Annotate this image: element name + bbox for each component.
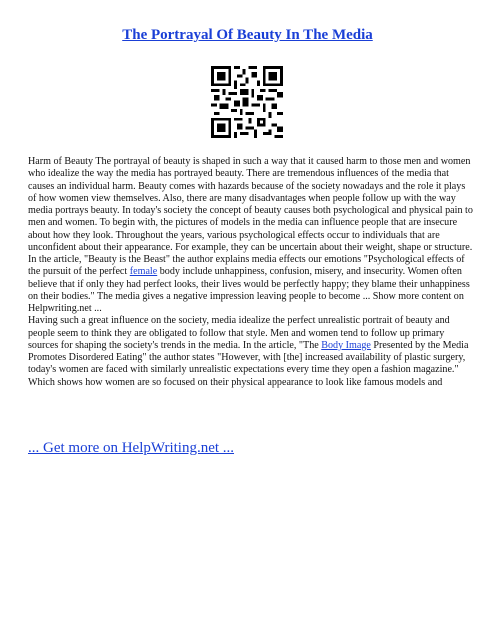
female-link[interactable]: female	[129, 266, 158, 278]
paragraph-1-text-a: Harm of Beauty The portrayal of beauty is shaped in such a way that it caused harm to those men and women who idealize the way the media has portrayed beauty. There are tremendous influences of the media that causes an individual harm. Beauty comes with hazards because of the society nowadays and the role it plays of how women view themselves. Also, there are many disadvantages when people follow up with the way media portrays beauty. In today's society the concept of beauty causes both psychological and physical pain to men and women. To begin with, the pictures of models in the media can influence people that are insecure about how they look. Throughout the years, various psychological effects occur to individuals that are unconfident about their appearance. For example, they can be uncertain about their weight, shape or structure. In the article, "Beauty is the Beast" the author explains media effects our emotions "Psychological effects of the pursuit of the perfect	[28, 156, 473, 278]
body-image-link[interactable]: Body Image	[321, 339, 371, 351]
article-body	[28, 156, 474, 389]
paragraph-2-text-a: Having such a great influence on the society, media idealize the perfect unrealistic portrait of beauty and people seem to think they are obligated to follow that style. Men and women tend to follow up primary sources for shaping the society's trends in the media. In the article, "The	[28, 315, 450, 351]
page-title[interactable]: The Portrayal Of Beauty In The Media	[122, 27, 373, 43]
qr-code-icon	[211, 66, 283, 138]
paragraph-2	[28, 315, 474, 389]
get-more-link[interactable]: ... Get more on HelpWriting.net ...	[28, 440, 235, 456]
paragraph-1-text-b: body include unhappiness, confusion, misery, and insecurity. Women often believe that if only they had perfect looks, their lives would be perfectly happy; they blame their unhappiness on their bodies." The media gives a negative impression leaving people to become ... Show more content on Helpwriting.net ...	[28, 266, 470, 314]
paragraph-2-text-b: Presented by the Media Promotes Disordered Eating" the author states "However, with [the] increased availability of plastic surgery, today's women are faced with similarly unrealistic expectations every time they open a fashion magazine." Which shows how women are so focused on their physical appearance to look like famous models and	[28, 339, 469, 388]
paragraph-1	[28, 156, 474, 315]
